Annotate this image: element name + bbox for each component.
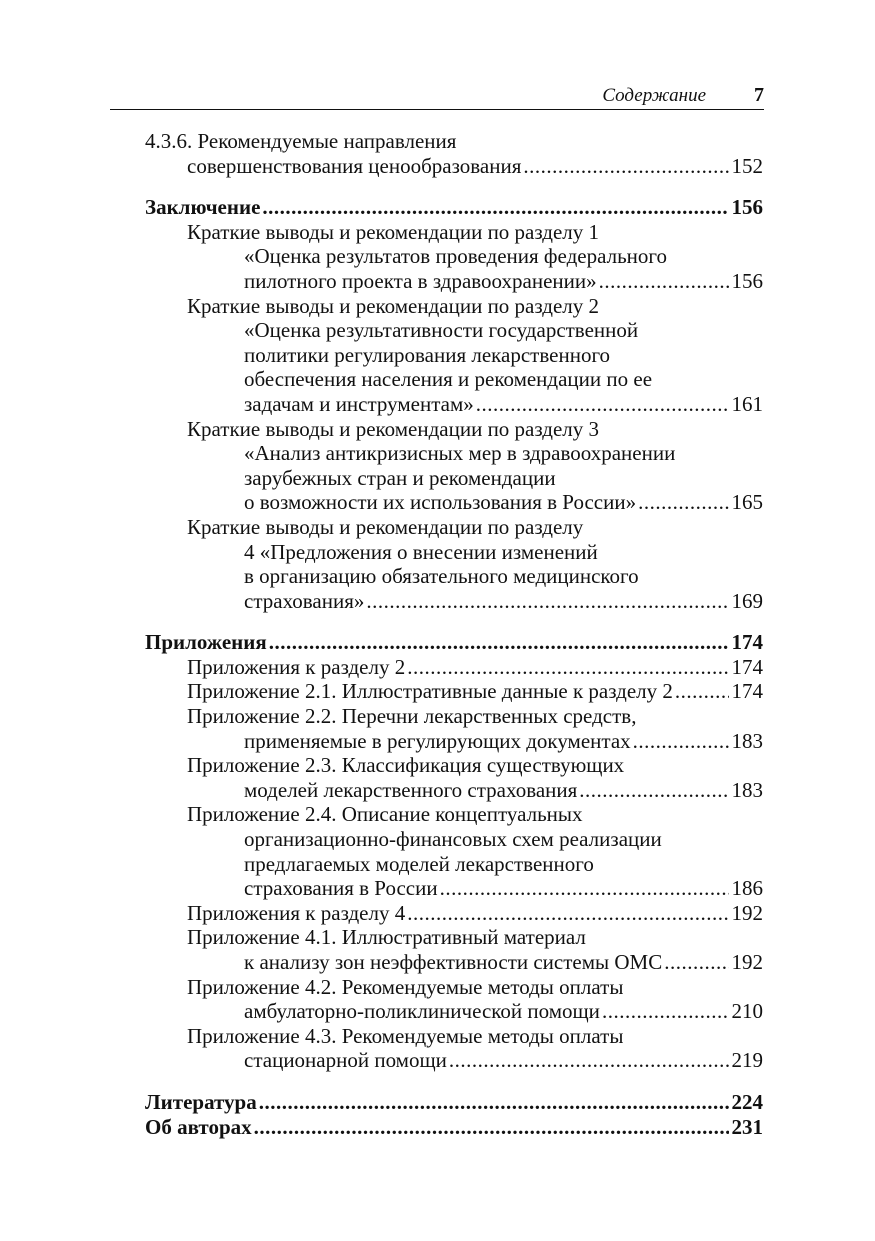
- toc-entry-appendices[interactable]: [145, 630, 763, 655]
- dot-leader: [579, 778, 728, 803]
- dot-leader: [449, 1048, 729, 1073]
- toc-entry-appendix-2-4[interactable]: [145, 802, 763, 900]
- dot-leader: [664, 950, 728, 975]
- toc-entry-line: совершенствования ценообразования: [187, 153, 522, 178]
- toc-page-number: 161: [731, 391, 763, 416]
- toc-page-number: 192: [731, 950, 763, 974]
- toc-entry-line: «Оценка результатов проведения федерального: [244, 244, 667, 269]
- toc-page-number: 156: [731, 268, 763, 293]
- toc-entry-line: Приложение 4.2. Рекомендуемые методы оплаты: [187, 974, 624, 999]
- toc-entry-line: Краткие выводы и рекомендации по разделу: [187, 514, 584, 539]
- toc-entry-line: «Оценка результативности государственной: [244, 318, 639, 343]
- toc-page-number: 174: [731, 679, 763, 704]
- dot-leader: [262, 195, 728, 220]
- toc-page-number: 224: [731, 1089, 763, 1114]
- dot-leader: [599, 269, 729, 294]
- toc-entry-conclusion[interactable]: [145, 195, 763, 220]
- dot-leader: [675, 679, 729, 704]
- toc-entry-line: Приложение 4.1. Иллюстративный материал: [187, 925, 586, 950]
- toc-entry-title: Об авторах: [145, 1114, 252, 1139]
- toc-entry-line: применяемые в регулирующих документах: [244, 728, 631, 753]
- toc-entry-line: в организацию обязательного медицинского: [244, 564, 639, 589]
- toc-entry-appendix-section-4[interactable]: [145, 901, 763, 926]
- dot-leader: [259, 1090, 729, 1115]
- toc-page-number: 231: [731, 1114, 763, 1139]
- toc-entry-conclusion-4[interactable]: [145, 515, 763, 613]
- toc-page-number: 174: [731, 630, 763, 655]
- toc-entry-line: «Анализ антикризисных мер в здравоохранении: [244, 441, 676, 466]
- toc-entry-line: зарубежных стран и рекомендации: [244, 465, 556, 490]
- toc-page-number: 183: [731, 777, 763, 802]
- toc-entry-line: Приложение 2.1. Иллюстративные данные к разделу 2: [187, 679, 673, 704]
- toc-entry-line: Приложения к разделу 2: [187, 654, 406, 679]
- dot-leader: [633, 729, 729, 754]
- dot-leader: [366, 589, 728, 614]
- dot-leader: [254, 1115, 729, 1140]
- toc-page-number: 152: [731, 153, 763, 178]
- toc-entry-line: Краткие выводы и рекомендации по разделу 1: [187, 219, 600, 244]
- toc-page-number: 174: [731, 654, 763, 679]
- toc-page-number: 165: [731, 490, 763, 515]
- toc-entry-line: страхования»: [244, 588, 365, 613]
- toc-entry-line: пилотного проекта в здравоохранении»: [244, 268, 597, 293]
- toc-entry-appendix-section-2[interactable]: [145, 655, 763, 680]
- toc-entry-line: Краткие выводы и рекомендации по разделу 3: [187, 416, 600, 441]
- table-of-contents: [145, 129, 763, 1139]
- toc-page-number: 156: [731, 195, 763, 220]
- toc-entry-literature[interactable]: [145, 1090, 763, 1115]
- toc-entry-line: задачам и инструментам»: [244, 391, 474, 416]
- toc-entry-line: о возможности их использования в России»: [244, 490, 637, 515]
- dot-leader: [440, 876, 729, 901]
- toc-page-number: 210: [731, 999, 763, 1024]
- toc-entry-line: амбулаторно-поликлинической помощи: [244, 999, 600, 1024]
- dot-leader: [407, 901, 728, 926]
- toc-entry-line: стационарной помощи: [244, 1048, 447, 1073]
- toc-entry-authors[interactable]: [145, 1115, 763, 1140]
- toc-entry-line: Приложение 2.4. Описание концептуальных: [187, 802, 583, 827]
- dot-leader: [523, 154, 728, 179]
- dot-leader: [407, 655, 728, 680]
- toc-entry-conclusion-1[interactable]: [145, 220, 763, 294]
- toc-entry-line: Приложение 4.3. Рекомендуемые методы оплаты: [187, 1023, 624, 1048]
- toc-page-number: 169: [731, 588, 763, 613]
- toc-entry-line: организационно-финансовых схем реализации: [244, 827, 662, 852]
- toc-entry-line: 4.3.6. Рекомендуемые направления: [145, 129, 457, 153]
- dot-leader: [269, 630, 729, 655]
- toc-entry-line: страхования в России: [244, 876, 438, 901]
- running-header: [110, 85, 764, 110]
- toc-entry-appendix-2-3[interactable]: [145, 753, 763, 802]
- running-header-title: Содержание: [602, 85, 706, 106]
- toc-page-number: 186: [731, 876, 763, 901]
- toc-entry-appendix-2-1[interactable]: [145, 679, 763, 704]
- toc-entry-appendix-4-3[interactable]: [145, 1024, 763, 1073]
- toc-entry-line: политики регулирования лекарственного: [244, 342, 611, 367]
- toc-page-number: 192: [731, 900, 763, 925]
- toc-entry-appendix-2-2[interactable]: [145, 704, 763, 753]
- toc-entry-line: Приложение 2.2. Перечни лекарственных средств,: [187, 704, 637, 729]
- toc-entry-4-3-6[interactable]: [145, 129, 763, 178]
- toc-entry-line: предлагаемых моделей лекарственного: [244, 851, 594, 876]
- toc-entry-line: Приложение 2.3. Классификация существующих: [187, 753, 625, 778]
- toc-entry-line: Приложения к разделу 4: [187, 900, 406, 925]
- dot-leader: [602, 999, 729, 1024]
- toc-entry-appendix-4-2[interactable]: [145, 975, 763, 1024]
- toc-entry-line: обеспечения населения и рекомендации по ее: [244, 367, 653, 392]
- toc-entry-appendix-4-1[interactable]: [145, 925, 763, 974]
- page-number: 7: [754, 84, 764, 106]
- toc-entry-line: к анализу зон неэффективности системы ОМС: [244, 950, 663, 974]
- toc-entry-title: Литература: [145, 1089, 257, 1114]
- toc-entry-line: моделей лекарственного страхования: [244, 777, 578, 802]
- toc-entry-line: 4 «Предложения о внесении изменений: [244, 539, 598, 564]
- toc-entry-title: Приложения: [145, 630, 267, 655]
- dot-leader: [638, 490, 728, 515]
- toc-page-number: 219: [731, 1048, 763, 1073]
- dot-leader: [476, 392, 729, 417]
- toc-entry-conclusion-3[interactable]: [145, 417, 763, 515]
- toc-page-number: 183: [731, 728, 763, 753]
- toc-entry-title: Заключение: [145, 195, 261, 220]
- toc-entry-line: Краткие выводы и рекомендации по разделу 2: [187, 293, 600, 318]
- toc-entry-conclusion-2[interactable]: [145, 294, 763, 417]
